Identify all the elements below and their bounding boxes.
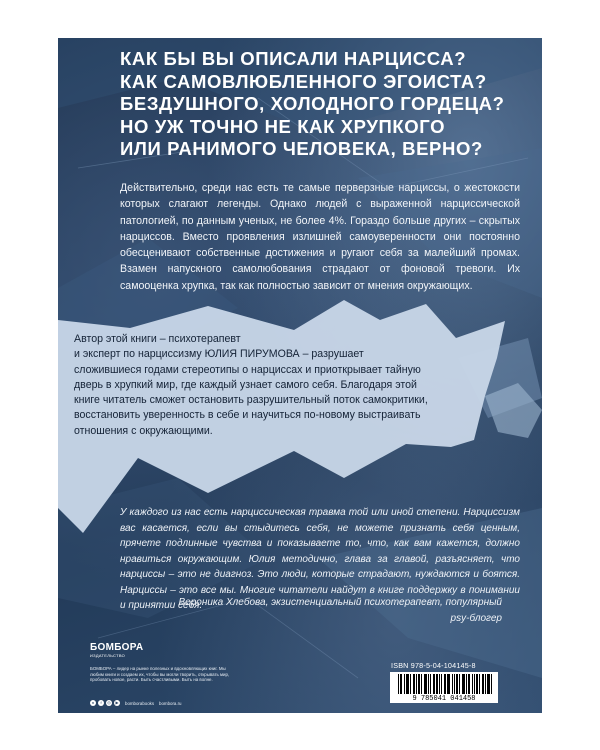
barcode-bar bbox=[472, 674, 473, 694]
barcode-bar bbox=[414, 674, 415, 694]
facebook-icon[interactable]: f bbox=[98, 700, 104, 706]
barcode-bar bbox=[407, 674, 408, 694]
author-line: восстановить уверенность в себе и научиться по-новому выстраивать bbox=[74, 409, 421, 422]
barcode-bar bbox=[485, 674, 486, 694]
barcode-bar bbox=[466, 674, 467, 694]
headline-line: КАК САМОВЛЮБЛЕННОГО ЭГОИСТА? bbox=[120, 70, 487, 92]
barcode-bar bbox=[410, 674, 411, 694]
youtube-icon[interactable]: ▶ bbox=[115, 700, 119, 705]
publisher-logo-subtitle: ИЗДАТЕЛЬСТВО bbox=[90, 653, 126, 658]
barcode-bar bbox=[419, 674, 420, 694]
barcode-bar bbox=[489, 674, 490, 694]
headline-line: НО УЖ ТОЧНО НЕ КАК ХРУПКОГО bbox=[120, 115, 446, 137]
barcode-bar bbox=[418, 674, 419, 694]
author-line: отношения с окружающими. bbox=[74, 424, 213, 437]
review-quote: У каждого из нас есть нарциссическая травма той или иной степени. Нарциссизм вас касается, если вы стыдитесь себя, не можете признать себя ценным, прячете подлинные чувства и показываете то, что, как вам кажется, должно нравиться окружающим. Юлия методично, глава за главой, разъясняет, что нарциссы – это не диагноз. Это люди, которые страдают, нуждаются и боятся. Нарциссы – это все мы. Многие читатели найдут в книге поддержку в понимании и принятии себя. bbox=[120, 507, 520, 611]
instagram-icon[interactable]: ◎ bbox=[107, 700, 111, 705]
barcode-bar bbox=[425, 674, 426, 694]
barcode-bar bbox=[456, 674, 457, 694]
author-line: и эксперт по нарциссизму ЮЛИЯ ПИРУМОВА – разрушает bbox=[74, 348, 364, 361]
barcode-bar bbox=[479, 674, 480, 694]
barcode-bar bbox=[459, 674, 460, 694]
barcode-bar bbox=[436, 674, 437, 694]
social-links bbox=[90, 700, 182, 706]
barcode-bar bbox=[448, 674, 449, 694]
barcode-bar bbox=[476, 674, 477, 694]
barcode-bar bbox=[474, 674, 475, 694]
barcode-bar bbox=[454, 674, 455, 694]
barcode-bar bbox=[464, 674, 465, 694]
barcode-bar bbox=[430, 674, 431, 694]
barcode-bar bbox=[437, 674, 438, 694]
barcode-bar bbox=[428, 674, 429, 694]
barcode-bar bbox=[447, 674, 448, 694]
publisher-info: БОМБОРА – лидер на рынке полезных и вдохновляющих книг. Мы любим книги и создаем их, чтобы вы могли творить, открывать мир, пробовать новое, расти. Быть счастливыми. Быть на волне. bbox=[90, 666, 230, 683]
intro-paragraph: Действительно, среди нас есть те самые перверзные нарциссы, о жестокости которых слагают легенды. Однако людей с выраженной нарциссической патологией, по данным ученых, не более 4%. Гораздо больше других – скрытых нарциссов. Вместо проявления излишней самоуверенности они постоянно обесценивают собственные достижения и ругают себя за малейший промах. Взамен напускного самолюбования страдают от фоновой тревоги. Их самооценка хрупка, так как полностью зависит от мнения окружающих. bbox=[120, 182, 520, 292]
barcode-bar bbox=[401, 674, 402, 694]
barcode-bar bbox=[445, 674, 446, 694]
barcode-bar bbox=[424, 674, 425, 694]
social-handle[interactable]: bomborabooks bbox=[125, 700, 155, 706]
barcode-bar bbox=[487, 674, 488, 694]
barcode-bar bbox=[452, 674, 453, 694]
publisher-logo: БОМБОРА bbox=[90, 642, 144, 653]
headline-line: КАК БЫ ВЫ ОПИСАЛИ НАРЦИССА? bbox=[120, 48, 467, 69]
barcode-bar bbox=[434, 674, 435, 694]
barcode-bars bbox=[390, 672, 498, 695]
barcode bbox=[390, 672, 498, 703]
barcode-bar bbox=[444, 674, 445, 694]
barcode-bar bbox=[491, 674, 492, 694]
barcode-bar bbox=[439, 674, 440, 694]
barcode-bar bbox=[421, 674, 422, 694]
barcode-bar bbox=[426, 674, 427, 694]
barcode-bar bbox=[406, 674, 407, 694]
barcode-bar bbox=[457, 674, 458, 694]
barcode-bar bbox=[449, 674, 450, 694]
isbn-label: ISBN 978-5-04-104145-8 bbox=[391, 661, 476, 670]
publisher-site[interactable]: bombora.ru bbox=[159, 700, 182, 706]
barcode-number: 9 785041 041458 bbox=[412, 695, 476, 703]
barcode-bar bbox=[463, 674, 464, 694]
author-line: книге читатель сможет остановить разрушительный поток самокритики, bbox=[74, 394, 428, 407]
barcode-bar bbox=[408, 674, 409, 694]
headline-line: ИЛИ РАНИМОГО ЧЕЛОВЕКА, ВЕРНО? bbox=[120, 138, 483, 159]
author-line: дверь в хрупкий мир, где каждый узнает самого себя. Благодаря этой bbox=[74, 378, 417, 391]
barcode-bar bbox=[462, 674, 463, 694]
barcode-bar bbox=[477, 674, 478, 694]
quote-attribution: Вероника Хлебова, экзистенциальный психотерапевт, популярный psy-блогер bbox=[178, 597, 502, 624]
author-paragraph bbox=[74, 332, 479, 439]
barcode-bar bbox=[469, 674, 470, 694]
barcode-bar bbox=[433, 674, 434, 694]
barcode-bar bbox=[404, 674, 405, 694]
vk-icon[interactable]: в bbox=[91, 700, 95, 705]
barcode-bar bbox=[441, 674, 442, 694]
author-line: сложившиеся годами стереотипы о нарциссах и приоткрывает тайную bbox=[74, 363, 421, 376]
barcode-bar bbox=[416, 674, 417, 694]
barcode-bar bbox=[400, 674, 401, 694]
book-back-cover bbox=[58, 38, 542, 713]
barcode-bar bbox=[482, 674, 483, 694]
barcode-bar bbox=[413, 674, 414, 694]
author-line: Автор этой книги – психотерапевт bbox=[74, 333, 241, 345]
headline-line: БЕЗДУШНОГО, ХОЛОДНОГО ГОРДЕЦА? bbox=[120, 93, 505, 114]
barcode-bar bbox=[398, 674, 399, 694]
barcode-bar bbox=[488, 674, 489, 694]
barcode-bar bbox=[483, 674, 484, 694]
barcode-bar bbox=[468, 674, 469, 694]
